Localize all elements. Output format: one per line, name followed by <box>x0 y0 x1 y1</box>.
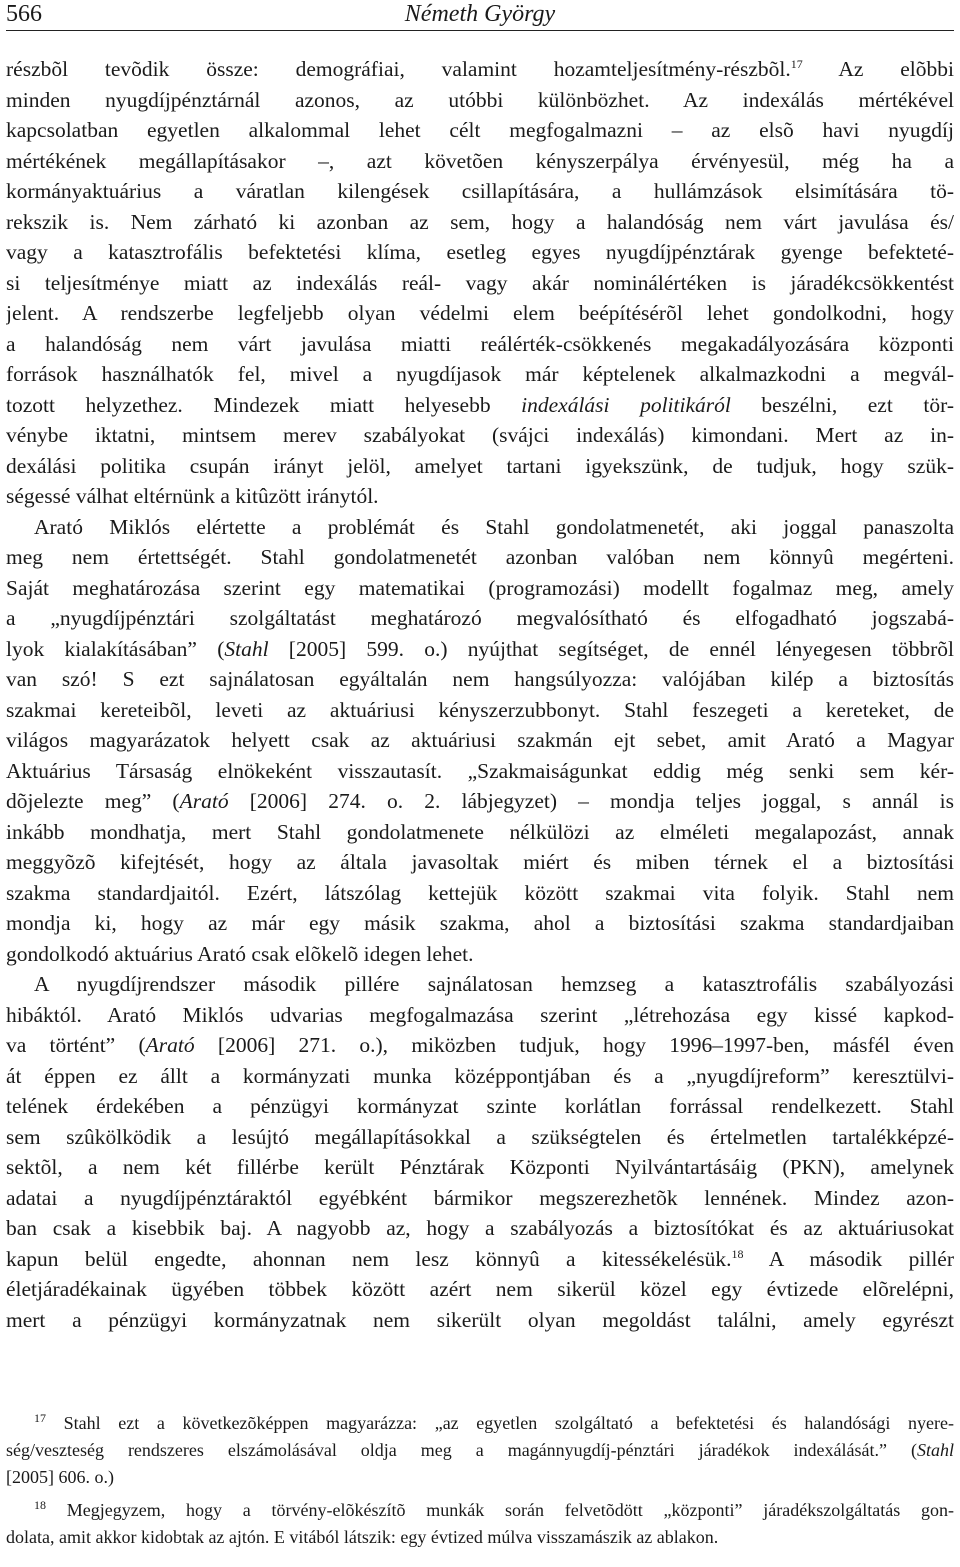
text-line: kormányaktuárius a váratlan kilengések csillapítására, a hullámzások elsimítására tö- <box>6 179 954 203</box>
text-line: gondolkodó aktuárius Arató csak elõkelõ idegen lehet. <box>6 941 474 966</box>
text-line: va történt” (Arató [2006] 271. o.), miközben tudjuk, hogy 1996–1997-ben, másfél éven <box>6 1033 954 1057</box>
text-line: tozott helyzethez. Mindezek miatt helyesebb indexálási politikáról beszélni, ezt tör- <box>6 392 954 417</box>
text-line: át éppen ez állt a kormányzati munka középpontjában és a „nyugdíjreform” keresztülvi- <box>6 1063 954 1088</box>
text-line: meggyõzõ kifejtését, hogy az általa javasoltak miért és miben térnek el a biztosítási <box>6 850 954 874</box>
text-line: mert a pénzügyi kormányzatnak nem sikerült olyan megoldást találni, amely egyrészt <box>6 1307 954 1332</box>
text-line: rekszik is. Nem zárható ki azonban az sem, hogy a halandóság nem várt javulása és/ <box>6 209 954 234</box>
text-line: lyok kialakításában” (Stahl [2005] 599. o.) nyújthat segítséget, de ennél lényegesen többrõl <box>6 636 954 661</box>
text-line: részbõl tevõdik össze: demográfiai, valamint hozamteljesítmény-részbõl.$^{17}$ Az elõbbi <box>6 56 954 81</box>
footnotes <box>6 1410 954 1551</box>
footnote-line: $^{17}$ Stahl ezt a következõképpen magyarázza: „az egyetlen szolgáltató a befektetési és halandósági nyere- <box>34 1411 954 1433</box>
text-line: életjáradékainak ügyében többek között azért nem sikerül közel egy évtizede elõrelépni, <box>6 1277 954 1301</box>
text-line: Aktuárius Társaság elnökeként visszautasít. „Szakmaiságunkat eddig még senki sem kér- <box>6 758 954 783</box>
text-line: jelent. A rendszerbe legfeljebb olyan védelmi elem beépítésérõl lehet gondolkodni, hogy <box>6 301 954 325</box>
text-line: van szó! S ezt sajnálatosan egyáltalán nem hangsúlyozza: valójában kilép a biztosítás <box>6 667 954 691</box>
text-line: ban csak a kisebbik baj. A nagyobb az, hogy a szabályozás a biztosítókat és az aktuáriusokat <box>6 1216 954 1240</box>
text-line: kapun belül engedte, ahonnan nem lesz könnyû a kitessékelésük.$^{18}$ A második pillér <box>6 1246 954 1271</box>
text-line: dõjelezte meg” (Arató [2006] 274. o. 2. lábjegyzet) – mondja teljes joggal, s annál is <box>6 789 954 813</box>
text-line: vénybe iktatni, mintsem merev szabályokat (svájci indexálás) kimondani. Mert az in- <box>6 423 954 447</box>
footnote-line: ség/veszteség rendszeres elszámolásával oldja meg a magánnyugdíj-pénztári járadékok indexálását.” (Stahl <box>6 1440 954 1460</box>
text-line: kapcsolatban egyetlen alkalommal lehet célt megfogalmazni – az elsõ havi nyugdíj <box>6 118 954 142</box>
text-line: inkább mondhatja, mert Stahl gondolatmenete nélkülözi az elméleti megalapozást, annak <box>6 819 954 844</box>
text-line: dexálási politika csupán irányt jelöl, amelyet tartani igyekszünk, de tudjuk, hogy szük- <box>6 453 954 478</box>
text-line: Arató Miklós elértette a problémát és Stahl gondolatmenetét, aki joggal panaszolta <box>34 514 954 539</box>
text-line: A nyugdíjrendszer második pillére sajnálatosan hemzseg a katasztrofális szabályozási <box>34 972 954 996</box>
text-line: si teljesítménye miatt az indexálás reál- vagy akár nominálértéken is járadékcsökkentést <box>6 270 954 295</box>
text-line: mondja ki, hogy az már egy másik szakma, ahol a biztosítási szakma standardjaiban <box>6 911 954 935</box>
page-header <box>6 0 954 30</box>
text-line: Saját meghatározása szerint egy matematikai (programozási) modellt fogalmaz meg, amely <box>6 575 954 600</box>
text-line: meg nem értettségét. Stahl gondolatmenetét azonban valóban nem könnyû megérteni. <box>6 545 954 569</box>
running-title: Németh György <box>404 1 556 27</box>
text-line: sem szûkölködik a lesújtó megállapításokkal a szükségtelen és értelmetlen tartalékképzé- <box>6 1124 954 1149</box>
text-line: minden nyugdíjpénztárnál azonos, az utóbbi különbözhet. Az indexálás mértékével <box>6 87 954 112</box>
text-line: sektõl, a nem két fillérbe került Pénztárak Központi Nyilvántartásáig (PKN), amelynek <box>6 1155 954 1179</box>
footnote-line: $^{18}$ Megjegyzem, hogy a törvény-elõkészítõ munkák során felvetõdött „központi” járadékszolgáltatás gon- <box>34 1498 954 1520</box>
text-line: ségessé válhat eltérnünk a kitûzött iránytól. <box>6 484 379 508</box>
page-number: 566 <box>6 1 42 27</box>
text-line: a halandóság nem várt javulása miatti reálérték-csökkenés megakadályozására központi <box>6 331 954 356</box>
footnote-line: dolata, amit akkor kidobtak az ajtón. E vitából látszik: egy évtized múlva visszamászik az ablakon. <box>6 1527 719 1547</box>
text-line: vagy a katasztrofális befektetési klíma, esetleg egyes nyugdíjpénztárak gyenge befekteté- <box>6 240 954 264</box>
footnote-line: [2005] 606. o.) <box>6 1467 114 1487</box>
text-line: telének érdekében a pénzügyi kormányzat szinte korlátlan forrással rendelkezett. Stahl <box>6 1094 954 1118</box>
text-line: hibáktól. Arató Miklós udvarias megfogalmazása szerint „létrehozása egy kissé kapkod- <box>6 1002 954 1027</box>
text-line: a „nyugdíjpénztári szolgáltatást meghatározó megvalósítható és elfogadható jogszabá- <box>6 606 954 630</box>
text-line: világos magyarázatok helyett csak az aktuáriusi szakmán ejt sebet, amit Arató a Magyar <box>6 728 954 752</box>
text-line: szakma standardjaitól. Ezért, látszólag kettejük között szakmai vita folyik. Stahl nem <box>6 880 954 905</box>
text-line: adatai a nyugdíjpénztáraktól egyébként bármikor megszerezhetõk lennének. Mindez azon- <box>6 1185 954 1210</box>
header-divider <box>6 30 954 31</box>
text-line: szakmai kereteibõl, leveti az aktuáriusi kényszerzubbonyt. Stahl feszegeti a kereteket, de <box>6 697 954 722</box>
body-text <box>6 54 954 1335</box>
text-line: források használhatók fel, mivel a nyugdíjasok már képtelenek alkalmazkodni a megvál- <box>6 362 954 386</box>
text-line: mértékének megállapításakor –, azt követõen kényszerpálya érvényesül, még ha a <box>6 148 954 173</box>
